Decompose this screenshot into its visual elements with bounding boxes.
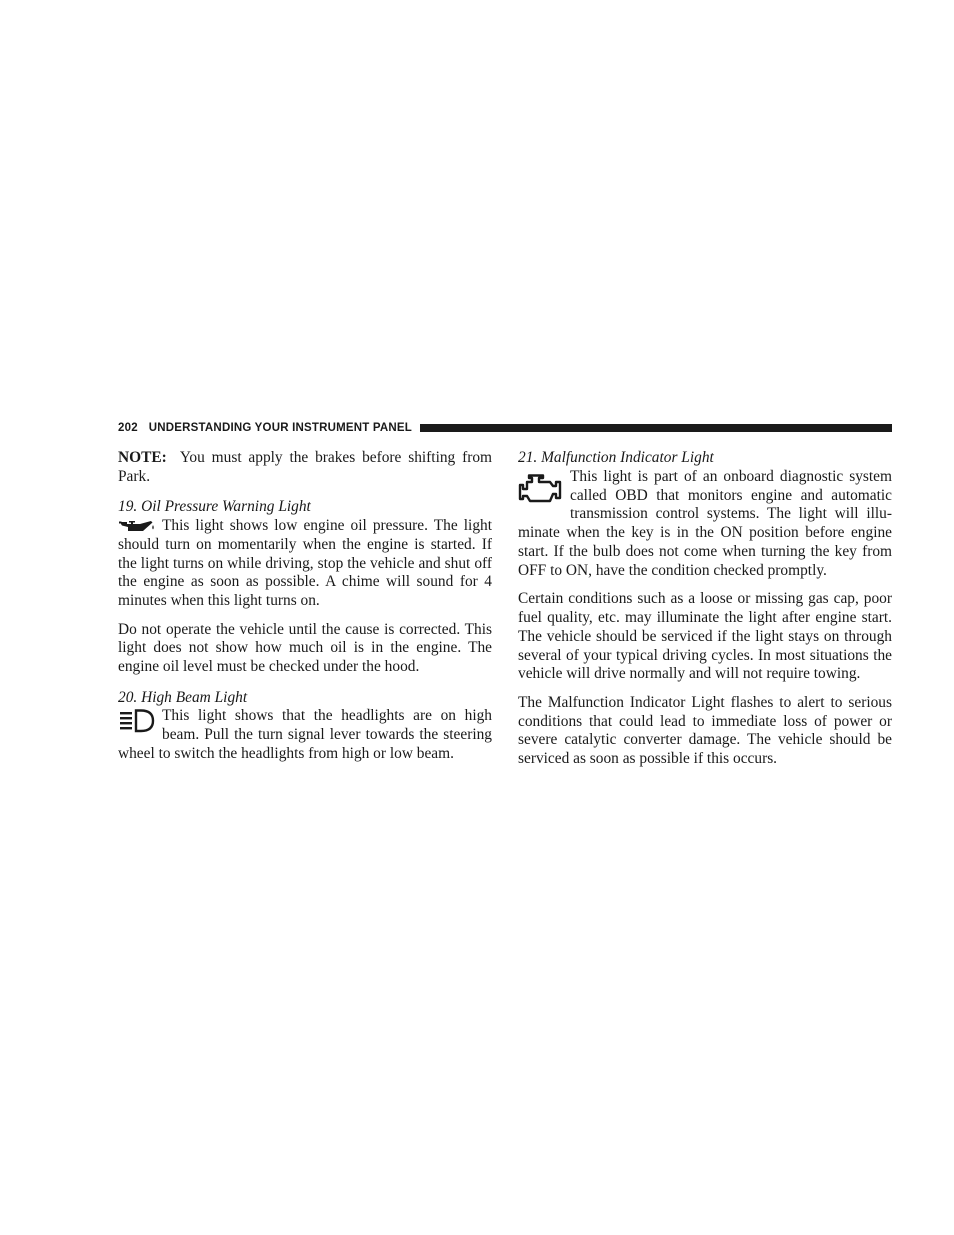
oil-pressure-text-2: Do not operate the vehicle until the cause is corrected. This light does not show how much oil is in the engine. The engine oil level must be checked under the hood. <box>118 620 492 676</box>
oil-can-icon <box>118 518 156 535</box>
oil-pressure-section <box>118 517 492 611</box>
high-beam-icon <box>118 708 156 734</box>
high-beam-text: This light shows that the headlights are on high beam. Pull the turn signal lever towards the steering wheel to switch the headlights from high or low beam. <box>118 707 492 762</box>
header-rule <box>420 424 892 432</box>
engine-icon <box>518 473 564 507</box>
note-paragraph <box>118 449 492 487</box>
malfunction-heading: 21. Malfunction Indicator Light <box>518 449 714 466</box>
left-column <box>118 449 492 773</box>
malfunction-text: This light is part of an onboard diagnostic system called OBD that monitors engine and automatic transmission control systems. The light will illu-minate when the key is in the ON position before engine start. If the bulb does not come when turning the key from OFF to ON, have the condition checked promptly. <box>518 467 892 579</box>
note-label: NOTE: <box>118 449 167 466</box>
malfunction-text-2: Certain conditions such as a loose or missing gas cap, poor fuel quality, etc. may illuminate the light after engine start. The vehicle should be serviced if the light stays on through several of your typical driving cycles. In most situations the vehicle will drive normally and will not require towing. <box>518 590 892 683</box>
running-title: UNDERSTANDING YOUR INSTRUMENT PANEL <box>148 422 412 434</box>
malfunction-text-3: The Malfunction Indicator Light flashes to alert to serious conditions that could lead to immediate loss of power or severe catalytic converter damage. The vehicle should be serviced as soon as possible if this occurs. <box>518 693 892 768</box>
oil-pressure-text: This light shows low engine oil pressure. The light should turn on momentarily when the engine is started. If the light turns on while driving, stop the vehicle and shut off the engine as soon as possible. A chime will sound for 4 minutes when this light turns on. <box>118 516 492 610</box>
right-column <box>518 449 892 779</box>
note-text: You must apply the brakes before shifting from Park. <box>118 449 493 485</box>
page-number: 202 <box>118 422 138 434</box>
high-beam-section <box>118 707 492 763</box>
malfunction-section <box>518 468 892 581</box>
high-beam-heading: 20. High Beam Light <box>118 688 248 706</box>
oil-pressure-heading: 19. Oil Pressure Warning Light <box>118 498 311 516</box>
page-header <box>118 420 892 436</box>
